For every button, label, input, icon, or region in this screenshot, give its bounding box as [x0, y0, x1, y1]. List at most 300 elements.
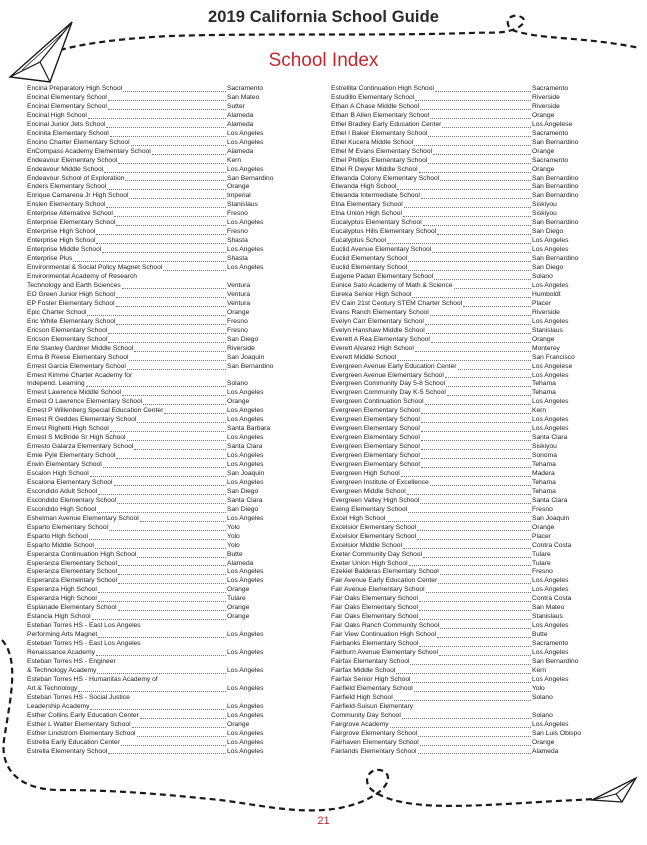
index-entry	[331, 139, 584, 148]
school-name: Fairfax Middle School	[331, 666, 396, 674]
index-entry	[331, 166, 584, 175]
dot-leader	[107, 189, 226, 190]
index-entry	[331, 613, 584, 622]
index-entry	[331, 210, 584, 219]
dot-leader	[98, 494, 226, 495]
county-name: Stanislaus	[532, 326, 563, 334]
county-name: Yolo	[227, 541, 240, 549]
school-name: Encino Charter Elementary School	[27, 138, 130, 146]
index-entry	[27, 300, 277, 309]
dot-leader	[103, 467, 226, 468]
school-name: Etna Elementary School	[331, 201, 403, 209]
school-name: Performing Arts Magnet	[27, 631, 98, 639]
dot-leader	[434, 279, 531, 280]
county-name: San Mateo	[227, 93, 260, 101]
dot-leader	[87, 315, 226, 316]
school-name: Fairlands Elementary School	[331, 747, 417, 755]
index-entry	[27, 577, 277, 586]
dot-leader	[137, 736, 226, 737]
county-name: Siskiyou	[532, 210, 557, 218]
index-entry	[27, 712, 277, 721]
dot-leader	[412, 682, 531, 683]
county-name: Tehama	[532, 487, 556, 495]
county-name: Orange	[227, 183, 250, 191]
index-entry	[331, 416, 584, 425]
paper-plane-icon	[592, 778, 636, 802]
school-name: Estudillo Elementary School	[331, 93, 415, 101]
county-name: Orange	[532, 335, 555, 343]
school-name: Esther Collins Early Education Center	[27, 711, 139, 719]
index-entry	[27, 434, 277, 443]
school-name: Evergreen Elementary School	[331, 452, 420, 460]
index-entry	[27, 631, 277, 640]
school-name: Esteban Torres HS - East Los Angeles	[27, 640, 141, 648]
index-entry	[27, 613, 277, 622]
dot-leader	[116, 297, 226, 298]
index-entry	[27, 568, 277, 577]
school-name: Eucalyptus School	[331, 237, 387, 245]
school-name: Endeavour School of Exploration	[27, 174, 125, 182]
dot-leader	[387, 243, 531, 244]
county-name: Fresno	[227, 210, 248, 218]
index-entry	[27, 524, 277, 533]
county-name: Tulare	[532, 550, 551, 558]
county-name: Los Angeles	[532, 586, 569, 594]
dot-leader	[403, 548, 531, 549]
school-name: Excelsior Elementary School	[331, 523, 417, 531]
dot-leader	[437, 637, 531, 638]
school-name: Enterprise High School	[27, 237, 96, 245]
school-name: Exeter Community Day School	[331, 550, 423, 558]
county-name: Sacramento	[532, 129, 569, 137]
school-name: Evans Ranch Elementary School	[331, 308, 429, 316]
index-entry	[27, 237, 277, 246]
index-entry	[331, 685, 584, 694]
school-name: Ernest Lawrence Middle School	[27, 389, 122, 397]
school-name: Eugene Padan Elementary School	[331, 273, 434, 281]
index-entry	[331, 389, 584, 398]
index-entry	[27, 336, 277, 345]
school-name: Renaissance Academy	[27, 649, 96, 657]
index-entry	[331, 434, 584, 443]
county-name: Fresno	[532, 505, 553, 513]
school-name: Evergreen Elementary School	[331, 416, 420, 424]
school-name: Evergreen Middle School	[331, 487, 406, 495]
county-name: Madera	[532, 469, 555, 477]
dot-leader	[426, 333, 531, 334]
county-name: San Mateo	[532, 604, 565, 612]
county-name: Tehama	[532, 380, 556, 388]
index-entry	[331, 192, 584, 201]
dot-leader	[410, 664, 531, 665]
index-column-left	[27, 85, 277, 756]
school-name: Exeter Union High School	[331, 559, 408, 567]
school-name: Fairbanks Elementary School	[331, 640, 419, 648]
dot-leader	[407, 494, 531, 495]
school-name: Euclid Elementary School	[331, 264, 408, 272]
index-entry	[27, 318, 277, 327]
dot-leader	[386, 521, 531, 522]
index-entry	[27, 488, 277, 497]
school-name: Erwin Elementary School	[27, 461, 102, 469]
school-name: Evergreen Elementary School	[331, 407, 420, 415]
index-entry	[331, 560, 584, 569]
school-name: Eureka Senior High School	[331, 290, 412, 298]
index-entry	[27, 112, 277, 121]
school-name: Evelyn Hanshaw Middle School	[331, 326, 425, 334]
dot-leader	[116, 306, 226, 307]
dot-leader	[401, 476, 531, 477]
school-name: Leadership Academy	[27, 702, 90, 710]
county-name: Los Angeles	[227, 219, 264, 227]
dot-leader	[104, 172, 226, 173]
county-name: San Joaquin	[532, 514, 570, 522]
county-name: Los Angeles	[227, 684, 264, 692]
school-name: Ethel Kucera Middle School	[331, 138, 414, 146]
school-name: Ethan A Chase Middle School	[331, 102, 420, 110]
county-name: San Luis Obispo	[532, 729, 582, 737]
dot-leader	[108, 109, 226, 110]
school-name: Euclid Elementary School	[331, 255, 408, 263]
dot-leader	[134, 351, 226, 352]
index-entry	[331, 148, 584, 157]
index-column-right	[331, 85, 584, 756]
school-name: Technology and Earth Sciences	[27, 281, 121, 289]
county-name: Los Angeles	[532, 675, 569, 683]
dot-leader	[108, 342, 226, 343]
index-entry	[27, 407, 277, 416]
dot-leader	[89, 539, 226, 540]
school-name: Esparto Middle School	[27, 541, 94, 549]
county-name: Kern	[532, 407, 547, 415]
county-name: Tulare	[532, 559, 551, 567]
county-name: Imperial	[227, 192, 251, 200]
county-name: Orange	[227, 308, 250, 316]
dot-leader	[397, 189, 531, 190]
dot-leader	[421, 422, 531, 423]
county-name: Los Angeles	[227, 577, 264, 585]
county-name: Alameda	[532, 747, 559, 755]
county-name: San Diego	[227, 487, 259, 495]
county-name: San Diego	[532, 228, 564, 236]
index-entry	[27, 327, 277, 336]
school-name: Etiwanda High School	[331, 183, 397, 191]
school-name: Escondido Adult School	[27, 487, 98, 495]
county-name: Los Angeles	[532, 649, 569, 657]
school-name: Ernest R Geddes Elementary School	[27, 416, 137, 424]
school-name: Ernest Garcia Elementary School	[27, 362, 126, 370]
school-name: Ethel R Dwyer Middle School	[331, 165, 418, 173]
index-entry	[27, 273, 277, 282]
school-name: Fair Avenue Elementary School	[331, 586, 425, 594]
school-name: Fairfax Elementary School	[331, 658, 410, 665]
school-name: Fairgrove Academy	[331, 720, 389, 728]
county-name: Los Angeles	[227, 264, 264, 272]
dot-leader	[122, 288, 226, 289]
county-name: Los Angeles	[227, 416, 264, 424]
county-name: Solano	[532, 273, 553, 281]
index-entry	[27, 542, 277, 551]
county-name: Los Angeles	[532, 398, 569, 406]
county-name: San Bernardino	[532, 255, 579, 263]
dot-leader	[129, 198, 226, 199]
index-entry	[27, 183, 277, 192]
dot-leader	[114, 216, 226, 217]
school-name: Evergreen Community Day K-5 School	[331, 389, 446, 397]
index-entry	[331, 318, 584, 327]
index-entry	[331, 309, 584, 318]
dot-leader	[421, 449, 531, 450]
index-entry	[331, 524, 584, 533]
dot-leader	[421, 458, 531, 459]
school-name: Encina Preparatory High School	[27, 85, 123, 92]
index-entry	[331, 443, 584, 452]
index-entry	[27, 363, 277, 372]
school-name: Esperanza Continuation High School	[27, 550, 137, 558]
dot-leader	[78, 691, 226, 692]
index-entry	[27, 157, 277, 166]
index-entry	[331, 219, 584, 228]
county-name: San Bernardino	[532, 192, 579, 200]
school-name: Enterprise Alternative School	[27, 210, 113, 218]
county-name: Sonoma	[532, 452, 557, 460]
index-entry	[27, 739, 277, 748]
dot-leader	[423, 557, 531, 558]
school-name: Excelsior Middle School	[331, 541, 402, 549]
county-name: Los Angeles	[227, 666, 264, 674]
index-entry	[27, 416, 277, 425]
county-name: Los Angeles	[227, 434, 264, 442]
county-name: Sacramento	[532, 156, 569, 164]
dot-leader	[414, 691, 531, 692]
dot-leader	[397, 360, 531, 361]
dot-leader	[132, 727, 226, 728]
index-entry	[331, 94, 584, 103]
county-name: Contra Costa	[532, 541, 572, 549]
dot-leader	[134, 449, 226, 450]
county-name: Fresno	[532, 568, 553, 576]
index-entry	[27, 560, 277, 569]
school-name: Excel High School	[331, 514, 386, 522]
dot-leader	[458, 369, 531, 370]
index-entry	[27, 139, 277, 148]
dot-leader	[118, 583, 226, 584]
index-entry	[331, 103, 584, 112]
school-name: EO Green Junior High School	[27, 290, 116, 298]
index-entry	[331, 515, 584, 524]
county-name: Los Angeles	[532, 317, 569, 325]
index-entry	[27, 515, 277, 524]
school-name: Enterprise Plus	[27, 255, 73, 263]
index-entry	[27, 121, 277, 130]
county-name: Los Angeles	[227, 389, 264, 397]
dot-leader	[446, 386, 531, 387]
dot-leader	[417, 539, 531, 540]
school-name: Erma B Reese Elementary School	[27, 353, 129, 361]
dot-leader	[125, 180, 226, 181]
county-name: Orange	[227, 604, 250, 612]
index-entry	[331, 542, 584, 551]
guide-title: 2019 California School Guide	[207, 8, 440, 26]
dot-leader	[412, 297, 531, 298]
school-name: Ernest O Lawrence Elementary School	[27, 398, 143, 406]
school-name: Eucalyptus Elementary School	[331, 219, 422, 227]
county-name: Los Angeles	[532, 246, 569, 254]
school-name: Fair View Continuation High School	[331, 631, 437, 639]
dot-leader	[118, 574, 226, 575]
dot-leader	[438, 583, 531, 584]
county-name: San Bernardino	[532, 138, 579, 146]
index-entry	[27, 604, 277, 613]
school-name: Fair Oaks Ranch Community School	[331, 622, 440, 630]
county-name: Los Angelese	[532, 362, 573, 370]
county-name: Alameda	[227, 111, 254, 119]
index-entry	[27, 533, 277, 542]
index-entry	[331, 595, 584, 604]
county-name: Alameda	[227, 559, 254, 567]
dot-leader	[143, 404, 226, 405]
county-name: Santa Barbara	[227, 425, 271, 433]
index-entry	[331, 246, 584, 255]
school-name: EP Foster Elementary School	[27, 299, 115, 307]
index-entry	[331, 551, 584, 560]
index-entry	[331, 586, 584, 595]
school-name: Fairfield-Suisun Elementary	[331, 702, 414, 710]
index-entry	[27, 586, 277, 595]
school-name: Enterprise Middle School	[27, 246, 102, 254]
index-entry	[27, 103, 277, 112]
county-name: Monterey	[532, 344, 560, 352]
county-name: Los Angeles	[227, 738, 264, 746]
index-entry	[331, 380, 584, 389]
school-name: Evergreen Elementary School	[331, 461, 420, 469]
dot-leader	[117, 503, 226, 504]
school-name: Esteban Torres HS - East Los Angeles	[27, 622, 141, 630]
index-entry	[27, 398, 277, 407]
index-entry	[331, 345, 584, 354]
county-name: Orange	[532, 738, 555, 746]
dot-leader	[417, 530, 531, 531]
dot-leader	[421, 198, 531, 199]
school-name: Evergreen Elementary School	[331, 443, 420, 451]
dot-leader	[98, 592, 226, 593]
dot-leader	[418, 753, 532, 754]
school-name: Ewing Elementary School	[331, 505, 408, 513]
dot-leader	[116, 458, 226, 459]
dot-leader	[414, 145, 531, 146]
dot-leader	[390, 727, 531, 728]
school-name: Esparto High School	[27, 532, 88, 540]
dot-leader	[122, 395, 226, 396]
dot-leader	[109, 530, 226, 531]
index-entry	[331, 201, 584, 210]
county-name: Los Angeles	[227, 631, 264, 639]
index-entry	[331, 372, 584, 381]
dot-leader	[432, 252, 531, 253]
county-name: Los Angeles	[227, 138, 264, 146]
county-name: Los Angeles	[227, 702, 264, 710]
school-name: Escondido Elementary School	[27, 496, 117, 504]
school-name: Evergreen Community Day 5-8 School	[331, 380, 446, 388]
dot-leader	[86, 386, 226, 387]
dot-leader	[423, 225, 531, 226]
school-name: Evergreen Valley High School	[331, 496, 420, 504]
county-name: Yolo	[227, 532, 240, 540]
school-name: Escalon High School	[27, 469, 89, 477]
school-name: Ericson Elementary School	[27, 335, 108, 343]
dot-leader	[396, 673, 531, 674]
dot-leader	[97, 512, 226, 513]
dot-leader	[408, 512, 531, 513]
school-name: Esparto Elementary School	[27, 523, 109, 531]
county-name: Santa Clara	[227, 496, 263, 504]
county-name: Sutter	[227, 102, 245, 110]
school-name: Everett Alvarez High School	[331, 344, 414, 352]
county-name: Los Angeles	[227, 514, 264, 522]
county-name: Stanislaus	[532, 613, 563, 621]
school-name: Evergreen Continuation School	[331, 398, 424, 406]
index-entry	[27, 130, 277, 139]
index-entry	[27, 452, 277, 461]
school-name: Evergreen Avenue Elementary School	[331, 371, 444, 379]
school-name: Endeavour Elementary School	[27, 156, 118, 164]
dot-leader	[419, 610, 531, 611]
index-entry	[27, 497, 277, 506]
index-entry	[331, 130, 584, 139]
index-entry	[331, 121, 584, 130]
school-name: Ernesto Galarza Elementary School	[27, 443, 134, 451]
county-name: Los Angeles	[227, 747, 264, 755]
school-name: Ethan B Allen Elementary School	[331, 111, 430, 119]
county-name: San Bernardino	[532, 219, 579, 227]
dot-leader	[463, 306, 531, 307]
index-entry	[331, 497, 584, 506]
school-name: Esplanade Elementary School	[27, 604, 117, 612]
county-name: Santa Clara	[532, 496, 568, 504]
county-name: Ventura	[227, 290, 251, 298]
county-name: Placer	[532, 299, 551, 307]
index-entry	[27, 210, 277, 219]
index-entry	[27, 94, 277, 103]
dot-leader	[421, 467, 531, 468]
county-name: Orange	[227, 720, 250, 728]
page-number: 21	[317, 815, 330, 827]
index-entry	[331, 667, 584, 676]
index-entry	[27, 721, 277, 730]
dot-leader	[442, 127, 531, 128]
county-name: Santa Clara	[227, 443, 263, 451]
dot-leader	[421, 440, 531, 441]
county-name: San Joaquin	[227, 469, 265, 477]
dot-leader	[97, 673, 226, 674]
county-name: San Bernardino	[532, 658, 579, 665]
school-name: Eric White Elementary School	[27, 317, 116, 325]
school-name: Eshelman Avenue Elementary School	[27, 514, 139, 522]
index-entry	[331, 730, 584, 739]
school-name: Evergreen Elementary School	[331, 434, 420, 442]
county-name: Siskiyou	[532, 443, 557, 451]
county-name: Alameda	[227, 120, 254, 128]
index-entry	[331, 703, 584, 712]
school-name: Enrique Camarena Jr High School	[27, 192, 129, 200]
school-name: Ezekiel Balderas Elementary School	[331, 568, 439, 576]
dot-leader	[96, 234, 226, 235]
dot-leader	[440, 628, 531, 629]
county-name: Los Angeles	[227, 129, 264, 137]
dot-leader	[409, 565, 531, 566]
school-name: Esther Lindstrom Elementary School	[27, 729, 136, 737]
school-name: Everett A Rea Elementary School	[331, 335, 430, 343]
